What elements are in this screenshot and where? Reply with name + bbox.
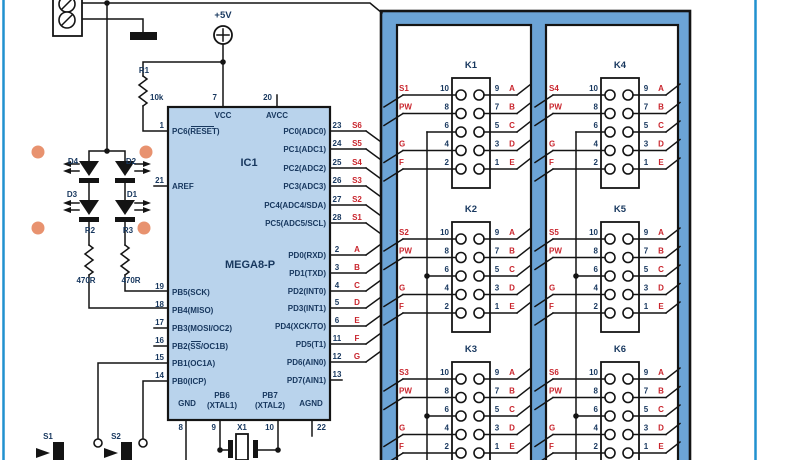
x1-label: X1 [237, 423, 247, 432]
pin-number: 2 [444, 302, 449, 311]
ic-pin-label: PC1(ADC1) [283, 145, 326, 154]
pin-number: 5 [494, 405, 500, 414]
header-pin [623, 253, 633, 263]
signal-label: B [509, 386, 515, 396]
connector-title: K4 [613, 60, 627, 71]
pin-number: 8 [593, 246, 598, 256]
ic-gnd-label: GND [178, 399, 196, 408]
pin-number: 6 [444, 265, 449, 274]
ic-pb6-label: PB6 [214, 391, 230, 400]
pin-number: 6 [444, 405, 449, 414]
pin-number: 1 [494, 158, 500, 167]
pin-number: 3 [494, 139, 500, 149]
signal-label: E [658, 158, 664, 167]
pin-number: 13 [332, 370, 342, 379]
ic-pin-label: PB1(OC1A) [172, 359, 216, 368]
pin-number: 1 [159, 121, 164, 130]
header-pin [605, 290, 615, 300]
signal-label: C [509, 405, 515, 414]
pin-number: 6 [593, 121, 598, 130]
connector-title: K6 [613, 344, 627, 355]
pin-number: 2 [334, 245, 340, 254]
header-pin [623, 146, 633, 156]
r1-ref: R1 [138, 66, 150, 75]
pin-number: 3 [643, 423, 649, 433]
pin-number: 9 [494, 84, 500, 93]
pin-number: 10 [440, 368, 449, 377]
signal-label: C [658, 265, 664, 274]
header-pin [474, 253, 484, 263]
header-pin [605, 308, 615, 318]
signal-label: E [658, 302, 664, 311]
signal-label: C [509, 121, 515, 130]
signal-label: G [549, 423, 556, 433]
pin-number: 8 [444, 102, 449, 112]
signal-label: G [399, 423, 406, 433]
signal-label: G [549, 283, 556, 293]
signal-label: PW [549, 246, 562, 256]
pin-number: 10 [440, 228, 449, 237]
pin-number: 9 [643, 84, 649, 93]
ic-pb7-label: PB7 [262, 391, 278, 400]
header-pin [623, 234, 633, 244]
header-pin [605, 448, 615, 458]
ic-xtal1-label: (XTAL1) [206, 401, 238, 410]
signal-label: B [658, 246, 664, 256]
signal-label: A [658, 228, 664, 237]
pin-number: 16 [155, 336, 164, 345]
signal-label: A [658, 368, 664, 377]
header-pin [623, 430, 633, 440]
signal-label: F [399, 442, 404, 451]
pin-number: 5 [643, 265, 649, 274]
ic-xtal2-label: (XTAL2) [254, 401, 286, 410]
ic-pin-label: PB2(SS/OC1B) [172, 342, 229, 351]
header-pin [605, 127, 615, 137]
signal-label: S6 [549, 368, 559, 377]
signal-label: E [509, 302, 515, 311]
ic-pin-label: PD0(RXD) [288, 251, 326, 260]
header-pin [623, 164, 633, 174]
signal-label: F [354, 334, 360, 343]
header-pin [474, 290, 484, 300]
d1-label: D1 [126, 190, 138, 199]
ic-pin-label: PD5(T1) [295, 340, 326, 349]
signal-label: A [509, 228, 515, 237]
pin-number: 4 [593, 139, 598, 149]
signal-label: PW [399, 102, 412, 112]
ic-pin-label: PC3(ADC3) [283, 182, 326, 191]
header-pin [456, 393, 466, 403]
header-pin [474, 90, 484, 100]
header-pin [623, 271, 633, 281]
header-pin [623, 90, 633, 100]
signal-label: C [658, 121, 664, 130]
header-pin [474, 109, 484, 119]
pin-number: 2 [593, 302, 598, 311]
ic-pin-label: PD2(INT0) [287, 287, 326, 296]
ic-pin-label: PC6(RESET) [172, 127, 220, 136]
header-pin [605, 146, 615, 156]
pin-number: 3 [334, 263, 340, 272]
r2-ref: R2 [84, 226, 96, 235]
signal-label: G [353, 352, 361, 361]
header-pin [623, 127, 633, 137]
pin-number: 7 [494, 386, 500, 396]
signal-label: E [354, 316, 360, 325]
pin-number: 27 [332, 195, 342, 204]
signal-label: B [509, 246, 515, 256]
pin-number: 2 [593, 442, 598, 451]
ic-pin-label: PD3(INT1) [287, 304, 326, 313]
pin-number: 26 [332, 176, 342, 185]
resistor-r2 [85, 245, 93, 275]
ic-pin-label: PD7(AIN1) [286, 376, 326, 385]
resistor-r1 [139, 76, 147, 106]
signal-label: S6 [352, 121, 362, 130]
header-pin [456, 234, 466, 244]
d3-label: D3 [66, 190, 78, 199]
signal-label: PW [399, 386, 412, 396]
pin-number: 9 [643, 368, 649, 377]
pin-number: 4 [593, 283, 598, 293]
pin-number: 1 [643, 302, 649, 311]
pin-number: 4 [444, 423, 449, 433]
signal-label: A [354, 245, 360, 254]
pin-number: 21 [155, 176, 164, 185]
pin-20: 20 [263, 93, 272, 102]
header-pin [623, 374, 633, 384]
pin-number: 1 [643, 158, 649, 167]
ic-vcc-label: VCC [214, 111, 232, 120]
pin-number: 8 [593, 102, 598, 112]
signal-label: G [399, 139, 406, 149]
ic-pin-label: PB5(SCK) [172, 288, 210, 297]
header-pin [456, 308, 466, 318]
header-pin [456, 127, 466, 137]
connector-title: K1 [464, 60, 478, 71]
ground-symbol [130, 32, 157, 40]
ic-ref: IC1 [240, 157, 258, 169]
switch-s1 [36, 439, 102, 460]
header-pin [456, 448, 466, 458]
ic-part: MEGA8-P [224, 259, 276, 271]
signal-label: A [509, 84, 515, 93]
pin-number: 9 [643, 228, 649, 237]
header-pin [605, 271, 615, 281]
r2-value: 470R [76, 276, 96, 285]
signal-label: S2 [399, 228, 409, 237]
supply-label: +5V [214, 10, 232, 21]
pin-number: 4 [593, 423, 598, 433]
header-pin [623, 448, 633, 458]
header-pin [474, 234, 484, 244]
pin-number: 7 [643, 386, 649, 396]
signal-label: A [658, 84, 664, 93]
header-pin [474, 164, 484, 174]
pin-number: 7 [494, 246, 500, 256]
signal-label: D [658, 139, 664, 149]
header-pin [456, 290, 466, 300]
pin-number: 24 [332, 139, 342, 148]
connector-title: K2 [464, 204, 478, 215]
ic-pin-label: PB3(MOSI/OC2) [172, 324, 233, 333]
pin-number: 18 [155, 300, 164, 309]
d4-label: D4 [67, 157, 79, 166]
header-pin [605, 393, 615, 403]
header-pin [474, 146, 484, 156]
pin-number: 14 [155, 371, 164, 380]
resistor-r3 [121, 245, 129, 275]
pin-number: 7 [643, 246, 649, 256]
header-pin [623, 290, 633, 300]
pin-number: 1 [643, 442, 649, 451]
signal-label: B [509, 102, 515, 112]
header-pin [605, 234, 615, 244]
signal-label: D [509, 283, 515, 293]
pin-number: 5 [334, 298, 340, 307]
signal-label: S5 [352, 139, 362, 148]
header-pin [605, 164, 615, 174]
header-pin [474, 411, 484, 421]
header-pin [474, 393, 484, 403]
pin-number: 2 [593, 158, 598, 167]
signal-label: G [399, 283, 406, 293]
signal-label: PW [399, 246, 412, 256]
signal-label: PW [549, 386, 562, 396]
pin-number: 19 [155, 282, 164, 291]
pin-number: 8 [444, 386, 449, 396]
signal-label: E [509, 442, 515, 451]
pin-number: 9 [494, 368, 500, 377]
header-pin [474, 430, 484, 440]
signal-label: B [658, 102, 664, 112]
pin-number: 11 [332, 334, 342, 343]
pin-number: 5 [643, 405, 649, 414]
pin-number: 12 [332, 352, 342, 361]
header-pin [456, 430, 466, 440]
pin-number: 4 [334, 281, 340, 290]
signal-label: D [509, 139, 515, 149]
ic-pin-label: PB0(ICP) [172, 377, 207, 386]
header-pin [605, 430, 615, 440]
header-pin [623, 109, 633, 119]
signal-label: A [509, 368, 515, 377]
ic-pin-label: PD6(AIN0) [286, 358, 326, 367]
header-pin [474, 127, 484, 137]
pin-number: 6 [444, 121, 449, 130]
signal-label: C [354, 281, 360, 290]
pin-number: 8 [444, 246, 449, 256]
signal-label: S1 [399, 84, 409, 93]
header-pin [623, 411, 633, 421]
pin-number: 10 [440, 84, 449, 93]
header-pin [623, 393, 633, 403]
pin-number: 28 [332, 213, 342, 222]
ic-pin-label: PD1(TXD) [289, 269, 326, 278]
pin-number: 8 [593, 386, 598, 396]
terminal-block [53, 0, 82, 36]
header-pin [456, 164, 466, 174]
pin-8: 8 [178, 423, 183, 432]
pin-number: 10 [589, 368, 598, 377]
header-pin [605, 253, 615, 263]
header-pin [474, 308, 484, 318]
s1-label: S1 [43, 432, 53, 441]
signal-label: S4 [549, 84, 559, 93]
header-pin [474, 448, 484, 458]
header-pin [474, 271, 484, 281]
pin-number: 17 [155, 318, 164, 327]
ic-pin-label: PB4(MISO) [172, 306, 214, 315]
pin-number: 6 [593, 405, 598, 414]
header-pin [456, 146, 466, 156]
header-pin [605, 411, 615, 421]
signal-label: D [658, 423, 664, 433]
signal-label: S4 [352, 158, 362, 167]
d2-label: D2 [125, 157, 137, 166]
ic-pin-label: AREF [172, 182, 194, 191]
connector-title: K5 [613, 204, 627, 215]
pin-number: 5 [494, 121, 500, 130]
r3-value: 470R [121, 276, 141, 285]
signal-label: F [399, 302, 404, 311]
pin-number: 4 [444, 139, 449, 149]
r1-value: 10k [150, 93, 164, 102]
s2-label: S2 [111, 432, 121, 441]
signal-label: C [509, 265, 515, 274]
pin-number: 5 [643, 121, 649, 130]
ic-avcc-label: AVCC [265, 111, 289, 120]
signal-label: F [549, 158, 554, 167]
signal-label: F [549, 302, 554, 311]
signal-label: E [658, 442, 664, 451]
pin-number: 2 [444, 158, 449, 167]
pin-number: 6 [593, 265, 598, 274]
supply-5v [214, 26, 232, 44]
pin-number: 7 [494, 102, 500, 112]
signal-label: B [658, 386, 664, 396]
pin-10: 10 [265, 423, 274, 432]
header-pin [605, 90, 615, 100]
signal-label: S5 [549, 228, 559, 237]
header-pin [605, 109, 615, 119]
signal-label: S3 [352, 176, 362, 185]
pin-22: 22 [317, 423, 326, 432]
pin-number: 3 [643, 139, 649, 149]
signal-label: S2 [352, 195, 362, 204]
header-pin [474, 374, 484, 384]
pin-number: 25 [332, 158, 342, 167]
pin-number: 3 [643, 283, 649, 293]
signal-label: B [354, 263, 360, 272]
signal-label: C [658, 405, 664, 414]
pin-number: 5 [494, 265, 500, 274]
pin-number: 2 [444, 442, 449, 451]
connector-title: K3 [464, 344, 478, 355]
pin-number: 6 [334, 316, 340, 325]
ic-pin-label: PC4(ADC4/SDA) [264, 201, 326, 210]
pin-number: 10 [589, 84, 598, 93]
pin-number: 10 [589, 228, 598, 237]
header-pin [456, 253, 466, 263]
header-pin [605, 374, 615, 384]
led-d1 [115, 200, 151, 222]
signal-label: F [399, 158, 404, 167]
led-d3 [63, 200, 99, 222]
pin-number: 15 [155, 353, 164, 362]
signal-label: PW [549, 102, 562, 112]
signal-label: D [509, 423, 515, 433]
ic-pin-label: PC2(ADC2) [283, 164, 326, 173]
header-pin [456, 109, 466, 119]
pin-number: 3 [494, 423, 500, 433]
ic-pin-label: PD4(XCK/TO) [275, 322, 326, 331]
pin-7: 7 [212, 93, 217, 102]
signal-label: S1 [352, 213, 362, 222]
pin-number: 7 [643, 102, 649, 112]
ic-pin-label: PC5(ADC5/SCL) [265, 219, 326, 228]
pin-number: 1 [494, 302, 500, 311]
header-pin [623, 308, 633, 318]
switch-s2 [104, 439, 147, 460]
header-pin [456, 374, 466, 384]
signal-label: D [658, 283, 664, 293]
signal-label: D [354, 298, 360, 307]
header-pin [456, 90, 466, 100]
pin-number: 1 [494, 442, 500, 451]
pin-9: 9 [211, 423, 216, 432]
header-pin [456, 271, 466, 281]
pin-number: 9 [494, 228, 500, 237]
pin-number: 4 [444, 283, 449, 293]
header-pin [456, 411, 466, 421]
signal-label: G [549, 139, 556, 149]
signal-label: S3 [399, 368, 409, 377]
crystal-x1 [228, 434, 258, 460]
signal-label: E [509, 158, 515, 167]
pin-number: 3 [494, 283, 500, 293]
pin-number: 23 [332, 121, 342, 130]
ic-pin-label: PC0(ADC0) [283, 127, 326, 136]
r3-ref: R3 [122, 226, 134, 235]
signal-label: F [549, 442, 554, 451]
ic-agnd-label: AGND [299, 399, 323, 408]
